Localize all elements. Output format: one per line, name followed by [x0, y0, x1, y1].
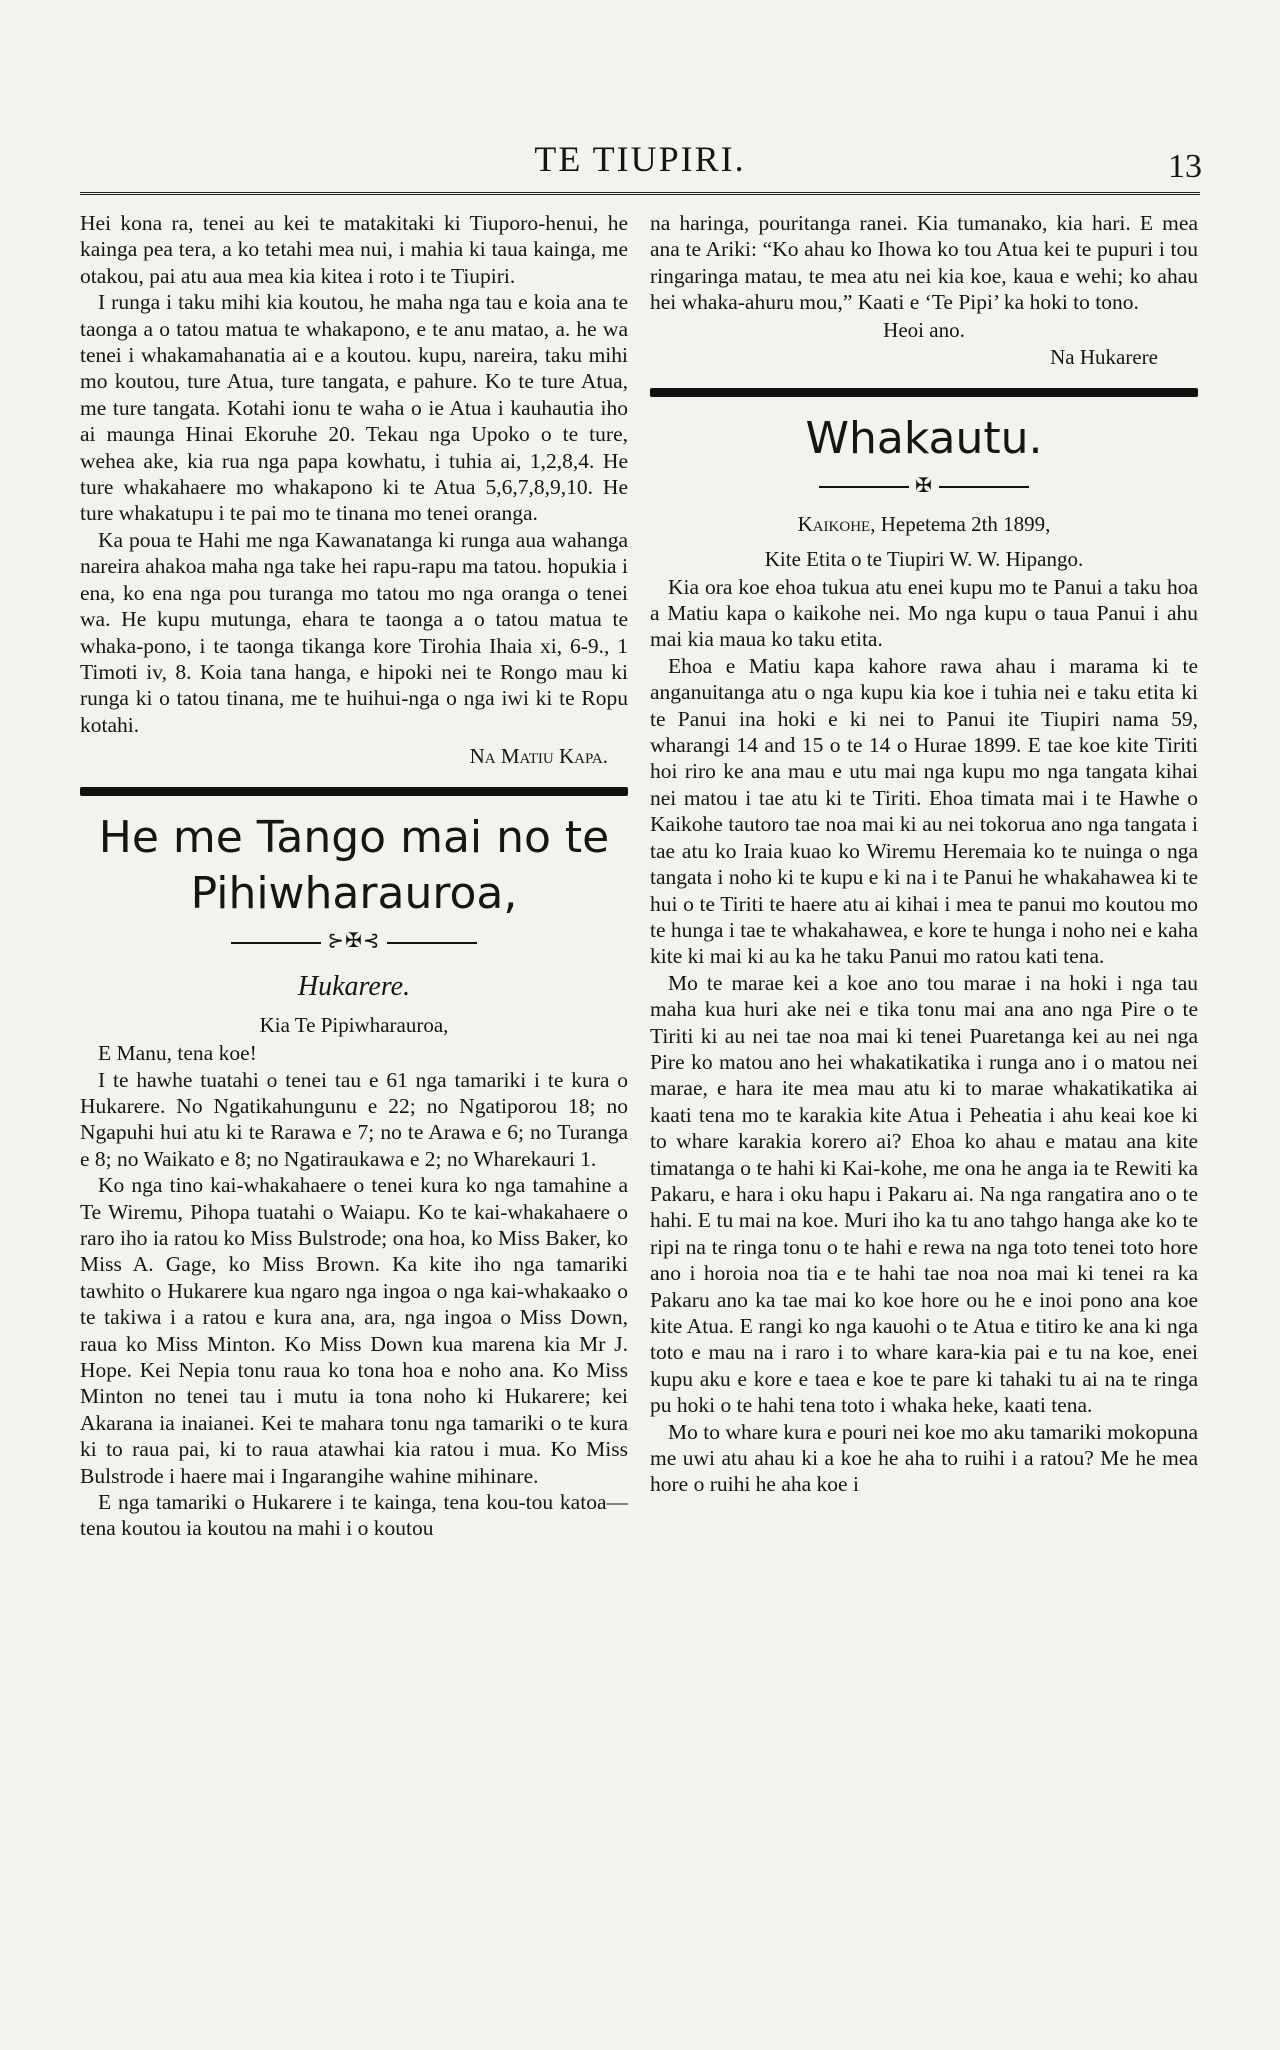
article-paragraph: Hei kona ra, tenei au kei te matakitaki ki Tiuporo-henui, he kainga pea tera, a ko tetahi mea nui, i mahia ki taua kainga, me otakou, pai atu aua mea kia kitea i roto i te Tiupiri. — [80, 211, 628, 288]
greeting: E Manu, tena koe! — [98, 1041, 257, 1066]
article-paragraph: I te hawhe tuatahi o tenei tau e 61 nga tamariki i te kura o Hukarere. No Ngatikahungunu e 22; no Ngatiporou 18; no Ngapuhi hui atu ki te Rarawa e 7; no te Arawa e 6; no Turanga e 8; no Waikato e 8; no Ngatiraukawa e 2; no Wharekauri 1. — [80, 1067, 628, 1171]
dateline-place: Kaikohe, — [797, 511, 876, 536]
section-heading: Whakautu. — [805, 412, 1043, 464]
left-column — [80, 210, 628, 1542]
dateline-date: Hepetema 2th 1899, — [880, 511, 1051, 536]
article-paragraph: E nga tamariki o Hukarere i te kainga, tena kou-tou katoa—tena koutou ia koutou na mahi i o koutou — [80, 1490, 628, 1541]
article-paragraph: I runga i taku mihi kia koutou, he maha nga tau e koia ana te taonga a o tatou matua te whakapono, e te anu matao, a. he wa tenei i whakamahanatia ai e a koutou. kupu, nareira, taku mihi mo koutou, ture Atua, ture tangata, e pahure. Ko te ture Atua, me ture tangata. Kotahi ionu te waha o ie Atua i kauhautia iho ai maunga Hinai Ekoruhe 20. Tekau nga Upoko o te ture, wehea ake, kia rua nga papa kowhatu, i tuhia ai, 1,2,8,4. He ture whakahaere mo whakapono ki te Atua 5,6,7,8,9,10. He ture whakatupu i te pai mo te tinana mo tenei oranga. — [80, 290, 628, 526]
section-heading: He me Tango mai no te Pihiwharauroa, — [98, 812, 610, 920]
section-divider — [650, 388, 1198, 397]
place-name: Hukarere. — [297, 971, 411, 1003]
ornament-glyph: ✠ — [915, 474, 933, 497]
ornament-glyph: ⊱✠⊰ — [327, 930, 381, 953]
article-paragraph: Ehoa e Matiu kapa kahore rawa ahau i marama ki te anganuitanga atu o nga kupu kia koe i tuhia nei e taku etita ki te Panui ina hoki e ki nei to Panui ite Tiupiri nama 59, wharangi 14 and 15 o te 14 o Hurae 1899. E tae koe kite Tiriti hoi riro ke ana mau e utu mai nga kupu mo nga tangata kihai nei matou i tae atu ki te Tiriti. Ehoa timata mai i te Hawhe o Kaikohe tautoro tae noa mai ki au nei tokorua ano nga tangata i tae atu ko Iraia kuao ko Wiremu Heremaia ko te nuinga o nga tangata i noho ki te kupu e ki na i te Panui he whakahawea ki te hui o te Tiriti te haere atu ai kihai i mea te panui mo koutou mo te hunga i tae te whakahawea, e kore te hunga i noho nei e kaha kite ki mai ki au ka he taku Panui mo ratou kati tena. — [650, 653, 1198, 969]
article-signature: Na Matiu Kapa. — [469, 744, 608, 769]
article-paragraph: Ka poua te Hahi me nga Kawanatanga ki runga aua wahanga nareira ahakoa maha nga take hei rapu-rapu ma tatou. hopukia i ena, ko ena nga pou turanga mo tatou mo nga oranga o tenei wa. He kupu mutunga, ehara te taonga a o tatou matua te whaka-pono, i te taonga tikanga kore Tirohia Ihaia xi, 6-9., 1 Timoti iv, 8. Koia tana hanga, e hipoki nei te Rongo mau ki runga ki o tatou tinana, me te huihui-nga o nga iwi ki te Ropu kotahi. — [80, 527, 628, 737]
dateline — [650, 512, 1198, 537]
salutation: Kia Te Pipiwharauroa, — [259, 1013, 449, 1038]
header-rule — [80, 192, 1200, 195]
ornament-divider — [650, 473, 1198, 498]
article-paragraph: na haringa, pouritanga ranei. Kia tumanako, kia hari. E mea ana te Ariki: “Ko ahau ko Ihowa ko tou Atua kei te pupuri i tou ringaringa matau, te mea atu nei kia koe, kaua e wehi; ko ahau hei whaka-ahuru mou,” Kaati e ‘Te Pipi’ ka hoki to tono. — [650, 211, 1198, 315]
article-paragraph: Ko nga tino kai-whakahaere o tenei kura ko nga tamahine a Te Wiremu, Pihopa tuatahi o Waiapu. Ko te kai-whakahaere o raro iho ia ratou ko Miss Bulstrode; ona hoa, ko Miss Baker, ko Miss A. Gage, ko Miss Brown. Ka kite iho nga tamariki tawhito o Hukarere kua ngaro nga ingoa o nga kai-whakaako o te takiwa i a ratou e kura ana, ara, nga ingoa o Miss Down, raua ko Miss Minton. Ko Miss Down kua marena kia Mr J. Hope. Kei Nepia tonu raua ko tona hoa e noho ana. Ko Miss Minton no tenei tau i mutu ia tona noho ki Hukarere; kei Akarana ia inaianei. Kei te mahara tonu nga tamariki o te kura ki to raua pai, ki to raua atawhai kia ratou i mua. Ko Miss Bulstrode i haere mai i Ingarangihe wahine mihinare. — [80, 1173, 628, 1488]
ornament-divider — [80, 928, 628, 953]
article-paragraph: Kia ora koe ehoa tukua atu enei kupu mo te Panui a taku hoa a Matiu kapa o kaikohe nei. Mo nga kupu o taua Panui i ahu mai kia maua ko taku etita. — [650, 574, 1198, 652]
addressee: Kite Etita o te Tiupiri W. W. Hipango. — [764, 546, 1084, 571]
article-paragraph: Mo to whare kura e pouri nei koe mo aku tamariki mokopuna me uwi atu ahau ki a koe he aha to ruihi i a ratou? Me he mea hore o ruihi he aha koe i — [650, 1419, 1198, 1497]
right-column — [650, 210, 1198, 1498]
section-divider — [80, 787, 628, 796]
closing-line: Heoi ano. — [883, 317, 965, 342]
page-number: 13 — [1168, 148, 1202, 185]
article-paragraph: Mo te marae kei a koe ano tou marae i na hoki i nga tau maha kua huri ake nei e tika tonu mai ana ano nga Pire o te Tiriti ki au nei tae noa mai ki tenei Puaretanga kei au nei nga Pire ko matou ano hei whakatikatika i runga ano i o matou nei marae, e hara ite mea mau atu ki to marae whakatikatika ai kaati tena mo te karakia kite Atua i Peheatia i ahu keai koe ki to whare karakia korero ai? Ehoa ko ahau e matau ana kite timatanga o te hahi ki Kai-kohe, me ona he anga ia te Rewiti ka Pakaru, e hara i oku hapu i Pakaru ai. Na nga rangatira ano o te hahi. E tu mai na koe. Muri iho ka tu ano tahgo hanga ake ko te ripi na te ringa tonu o te hahi e rewa na nga toto tenei toto hore ano i horoia noa tia e te hahi tae noa noa mai ki tenei ra ka Pakaru ano ka tae mai ko koe hore ou he e inoi pono ana koe kite Atua. E rangi ko nga kauohi o te Atua e titiro ke ana ki nga toto e mau na i raro i to whare kara-kia pai e tu na koe, enei kupu aku e kore e taea e koe te pare ki tahaki tu ai na te ringa pu hoki o te hahi tena toto i whaka heke, kaati tena. — [650, 970, 1198, 1418]
article-signature: Na Hukarere — [1050, 344, 1158, 369]
page-title: TE TIUPIRI. — [534, 139, 746, 179]
